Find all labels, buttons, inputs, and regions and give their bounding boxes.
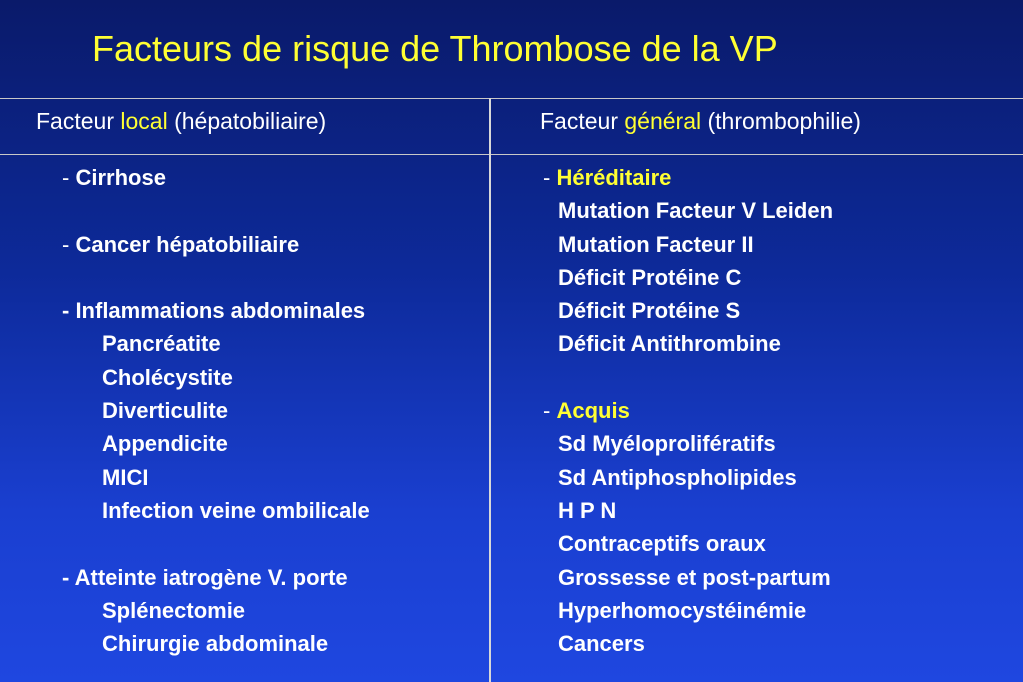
general-factors-list	[543, 161, 833, 660]
bullet-dash: -	[543, 165, 557, 190]
right-column-header	[540, 108, 861, 135]
list-item-hereditaire	[543, 161, 833, 194]
item-label: Cirrhose	[75, 165, 166, 190]
item-label: Cancer hépatobiliaire	[75, 231, 300, 257]
sub-item: Chirurgie abdominale	[102, 631, 329, 657]
sub-item: H P N	[558, 497, 617, 523]
sub-item: Contraceptifs oraux	[558, 531, 766, 557]
sub-item: Déficit Protéine C	[558, 264, 742, 290]
list-item-cirrhose	[62, 161, 370, 194]
sub-item: Mutation Facteur II	[558, 231, 754, 257]
spacer	[62, 194, 370, 227]
bullet-dash: -	[62, 231, 76, 257]
left-header-highlight: local	[120, 108, 168, 134]
right-header-highlight: général	[624, 108, 702, 134]
sub-item: Cholécystite	[102, 364, 233, 390]
spacer	[62, 527, 370, 560]
left-column-header	[36, 108, 326, 135]
right-header-suffix: (thrombophilie)	[701, 108, 861, 134]
local-factors-list	[62, 161, 370, 660]
left-header-prefix: Facteur	[36, 108, 121, 134]
bullet-dash: -	[543, 398, 557, 424]
table-top-border	[0, 98, 1023, 99]
list-item-inflammations: - Inflammations abdominales	[62, 298, 366, 324]
sub-item: Déficit Antithrombine	[558, 331, 781, 357]
left-header-suffix: (hépatobiliaire)	[167, 108, 327, 134]
category-label: Acquis	[556, 398, 630, 424]
sub-item: Hyperhomocystéinémie	[558, 597, 807, 623]
sub-item: MICI	[102, 464, 149, 490]
sub-item: Sd Myéloprolifératifs	[558, 431, 776, 457]
header-divider	[0, 154, 1023, 155]
slide-title: Facteurs de risque de Thrombose de la VP	[92, 28, 778, 69]
list-item-acquis	[543, 394, 833, 427]
spacer	[543, 361, 833, 394]
column-divider	[489, 98, 491, 682]
sub-item: Appendicite	[102, 431, 228, 457]
category-label: Héréditaire	[556, 165, 672, 190]
sub-item: Déficit Protéine S	[558, 298, 741, 324]
sub-item: Mutation Facteur V Leiden	[558, 198, 834, 224]
right-header-prefix: Facteur	[540, 108, 625, 134]
sub-item: Cancers	[558, 631, 645, 657]
sub-item: Pancréatite	[102, 331, 221, 357]
sub-item: Splénectomie	[102, 597, 246, 623]
bullet-dash: -	[62, 165, 76, 190]
list-item-cancer	[62, 228, 370, 261]
spacer	[62, 261, 370, 294]
list-item-atteinte: - Atteinte iatrogène V. porte	[62, 564, 348, 590]
sub-item: Diverticulite	[102, 398, 228, 424]
sub-item: Grossesse et post-partum	[558, 564, 831, 590]
sub-item: Sd Antiphospholipides	[558, 464, 797, 490]
sub-item: Infection veine ombilicale	[102, 497, 370, 523]
